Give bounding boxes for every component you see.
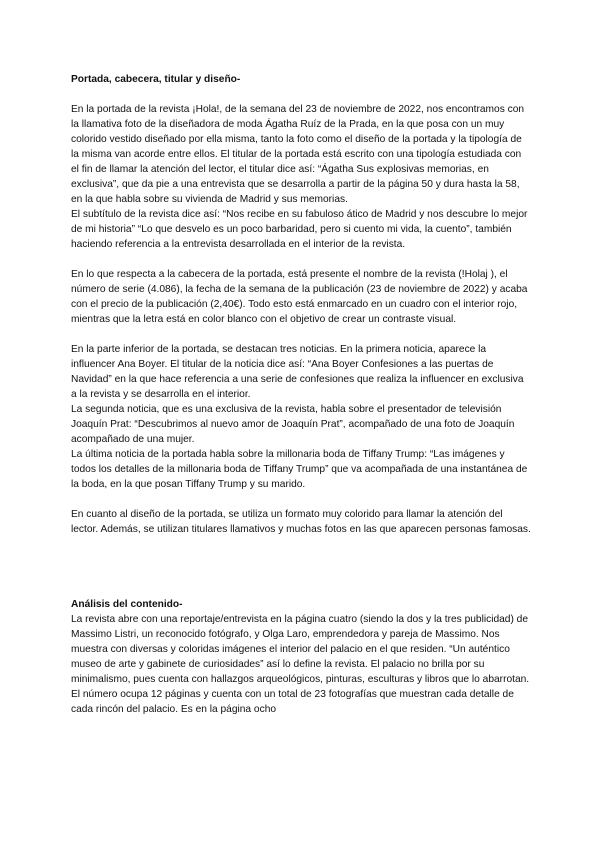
- paragraph: La revista abre con una reportaje/entrevista en la página cuatro (siendo la dos y la tres publicidad) de Massimo Listri, un reconocido fotógrafo, y Olga Laro, emprendedora y pareja de Massimo. Nos muestra con diversas y coloridas imágenes el interior del palacio en el que residen. “Un auténtico museo de arte y gabinete de curiosidades” así lo define la revista. El palacio no brilla por su minimalismo, pues cuenta con hallazgos arqueológicos, pinturas, esculturas y libros que lo abarrotan. El número ocupa 12 páginas y cuenta con un total de 23 fotografías que muestran cada detalle de cada rincón del palacio. Es en la página ocho: [71, 614, 530, 715]
- paragraph: En lo que respecta a la cabecera de la portada, está presente el nombre de la revista (!Holaj ), el número de serie (4.086), la fecha de la semana de la publicación (23 de noviembre de 2022) y acaba con el precio de la publicación (2,40€). Todo esto está enmarcado en un cuadro con el interior rojo, mientras que la letra está en color blanco con el objetivo de crear un contraste visual.: [71, 269, 528, 325]
- paragraph: En cuanto al diseño de la portada, se utiliza un formato muy colorido para llamar la atención del lector. Además, se utilizan titulares llamativos y muchas fotos en las que aparecen personas famosas.: [71, 509, 531, 535]
- document-body: [71, 72, 531, 717]
- paragraph: En la portada de la revista ¡Hola!, de la semana del 23 de noviembre de 2022, nos encontramos con la llamativa foto de la diseñadora de moda Ágatha Ruíz de la Prada, en la que posa con un muy colorido vestido diseñado por ella misma, tanto la foto como el diseño de la portada y la tipología de la misma van acorde entre ellos. El titular de la portada está escrito con una tipología estudiada con el fin de llamar la atención del lector, el titular dice así: “Ágatha Sus explosivas memorias, en exclusiva”, que da pie a una entrevista que se desarrolla a partir de la página 50 y dura hasta la 58, en la que habla sobre su vivienda de Madrid y sus memorias.: [71, 104, 525, 205]
- paragraph: El subtítulo de la revista dice así: “Nos recibe en su fabuloso ático de Madrid y nos descubre lo mejor de mi historia” “Lo que desvelo es un poco barbaridad, pero si cuento mi vida, la cuento”, también haciendo referencia a la entrevista desarrollada en el interior de la revista.: [71, 209, 528, 250]
- section-heading-analisis: Análisis del contenido-: [71, 599, 183, 610]
- paragraph: La última noticia de la portada habla sobre la millonaria boda de Tiffany Trump: “Las imágenes y todos los detalles de la millonaria boda de Tiffany Trump” que va acompañada de una instantánea de la boda, en la que posan Tiffany Trump y su marido.: [71, 449, 528, 490]
- paragraph: La segunda noticia, que es una exclusiva de la revista, habla sobre el presentador de televisión Joaquín Prat: “Descubrimos al nuevo amor de Joaquín Prat”, acompañado de una foto de Joaquín acompañado de una mujer.: [71, 404, 515, 445]
- paragraph: En la parte inferior de la portada, se destacan tres noticias. En la primera noticia, aparece la influencer Ana Boyer. El titular de la noticia dice así: “Ana Boyer Confesiones a las puertas de Navidad” en la que hace referencia a una serie de confesiones que realiza la influencer en exclusiva a la revista y se desarrolla en el interior.: [71, 344, 524, 400]
- section-heading-portada: Portada, cabecera, titular y diseño-: [71, 74, 241, 85]
